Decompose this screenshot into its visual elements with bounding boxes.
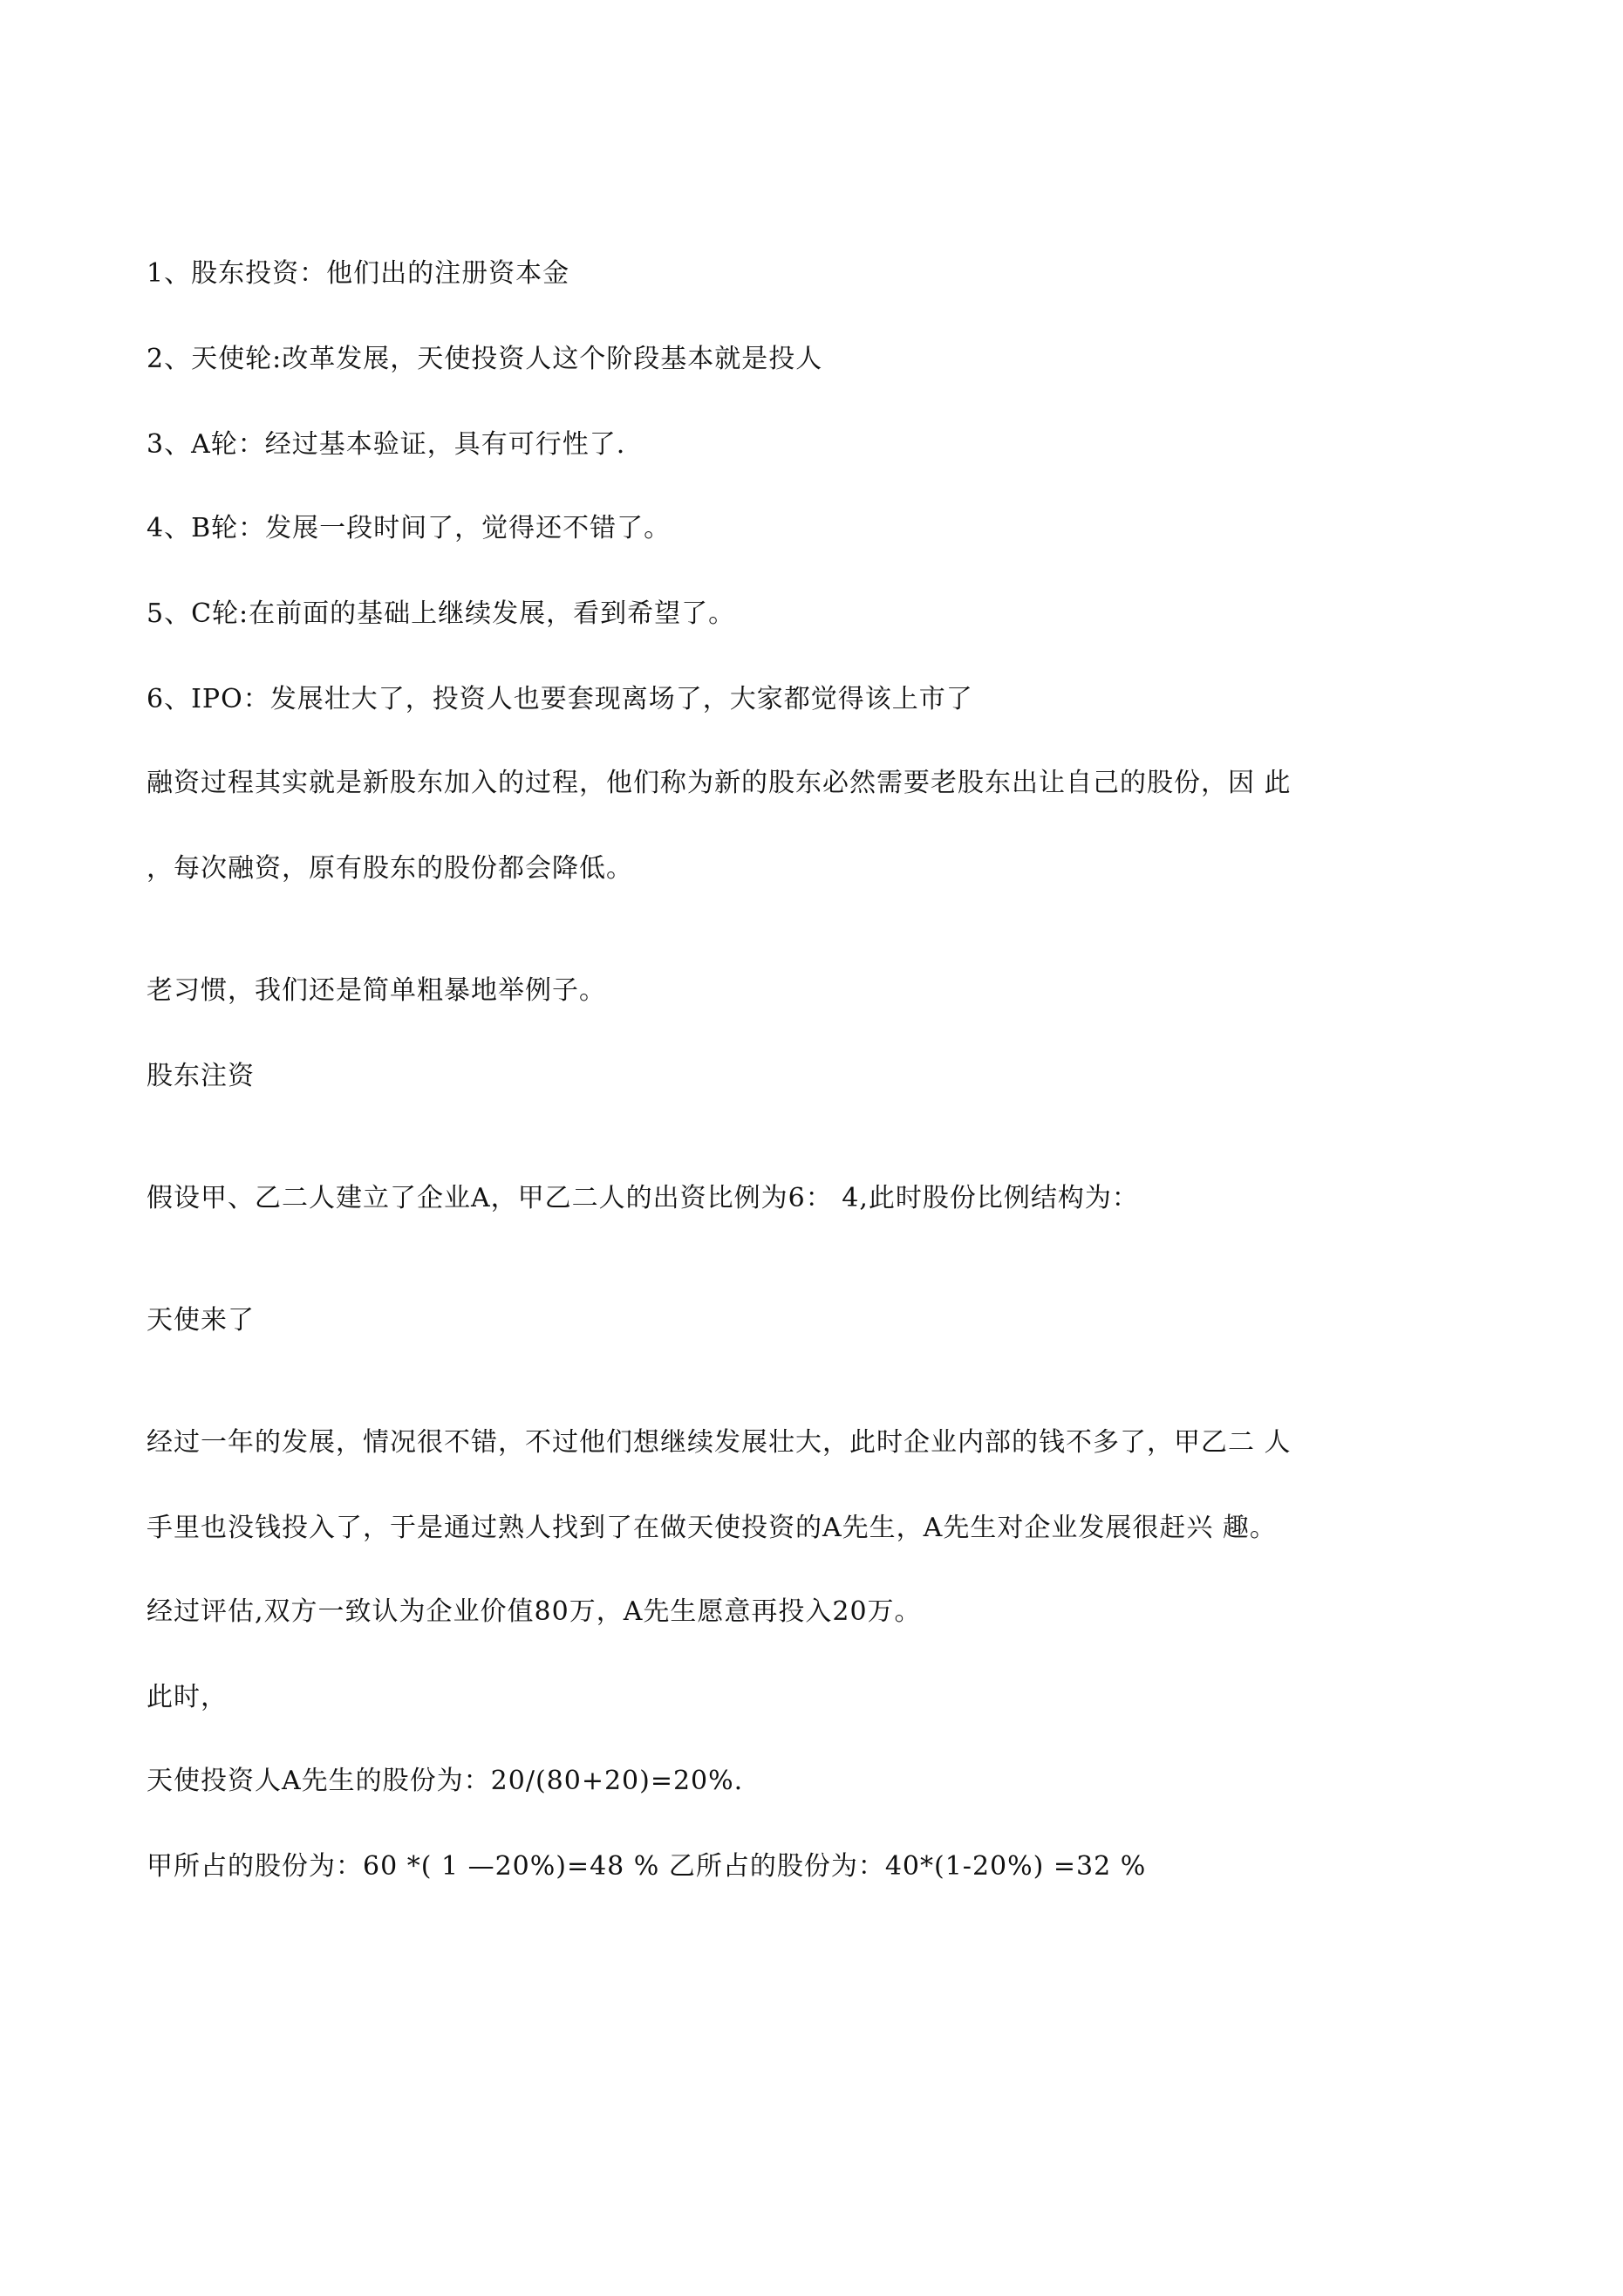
paragraph-dilution-line-2: ，每次融资，原有股东的股份都会降低。 [147, 853, 633, 884]
financing-stage-item-round-a: 3、A轮：经过基本验证，具有可行性了. [147, 429, 626, 460]
paragraph-angel-share: 天使投资人A先生的股份为：20/(80+20)=20%. [147, 1766, 744, 1796]
paragraph-dilution-line-1: 融资过程其实就是新股东加入的过程，他们称为新的股东必然需要老股东出让自己的股份，因 此 [147, 768, 1292, 798]
paragraph-angel-line-2: 手里也没钱投入了，于是通过熟人找到了在做天使投资的A先生，A先生对企业发展很赶兴 趣。 [147, 1513, 1277, 1543]
paragraph-example-intro: 老习惯，我们还是简单粗暴地举例子。 [147, 975, 606, 1006]
financing-stage-item-round-b: 4、B轮：发展一段时间了，觉得还不错了。 [147, 513, 672, 543]
financing-stage-item-angel: 2、天使轮:改革发展，天使投资人这个阶段基本就是投人 [147, 344, 823, 374]
paragraph-valuation: 经过评估,双方一致认为企业价值80万，A先生愿意再投入20万。 [147, 1596, 922, 1627]
paragraph-angel-line-1: 经过一年的发展，情况很不错，不过他们想继续发展壮大，此时企业内部的钱不多了，甲乙二 人 [147, 1427, 1292, 1458]
paragraph-initial-ratio: 假设甲、乙二人建立了企业A，甲乙二人的出资比例为6： 4,此时股份比例结构为： [147, 1183, 1139, 1213]
financing-stage-item-shareholder: 1、股东投资：他们出的注册资本金 [147, 258, 570, 289]
financing-stage-item-round-c: 5、C轮:在前面的基础上继续发展，看到希望了。 [147, 598, 736, 629]
paragraph-founder-shares: 甲所占的股份为：60 *( 1 —20%)=48 % 乙所占的股份为：40*(1-20%) =32 % [147, 1851, 1147, 1882]
section-heading-shareholder-capital: 股东注资 [147, 1061, 255, 1091]
financing-stage-item-ipo: 6、IPO：发展壮大了，投资人也要套现离场了，大家都觉得该上市了 [147, 684, 973, 714]
section-heading-angel: 天使来了 [147, 1305, 255, 1336]
paragraph-at-this-time: 此时， [147, 1682, 228, 1712]
